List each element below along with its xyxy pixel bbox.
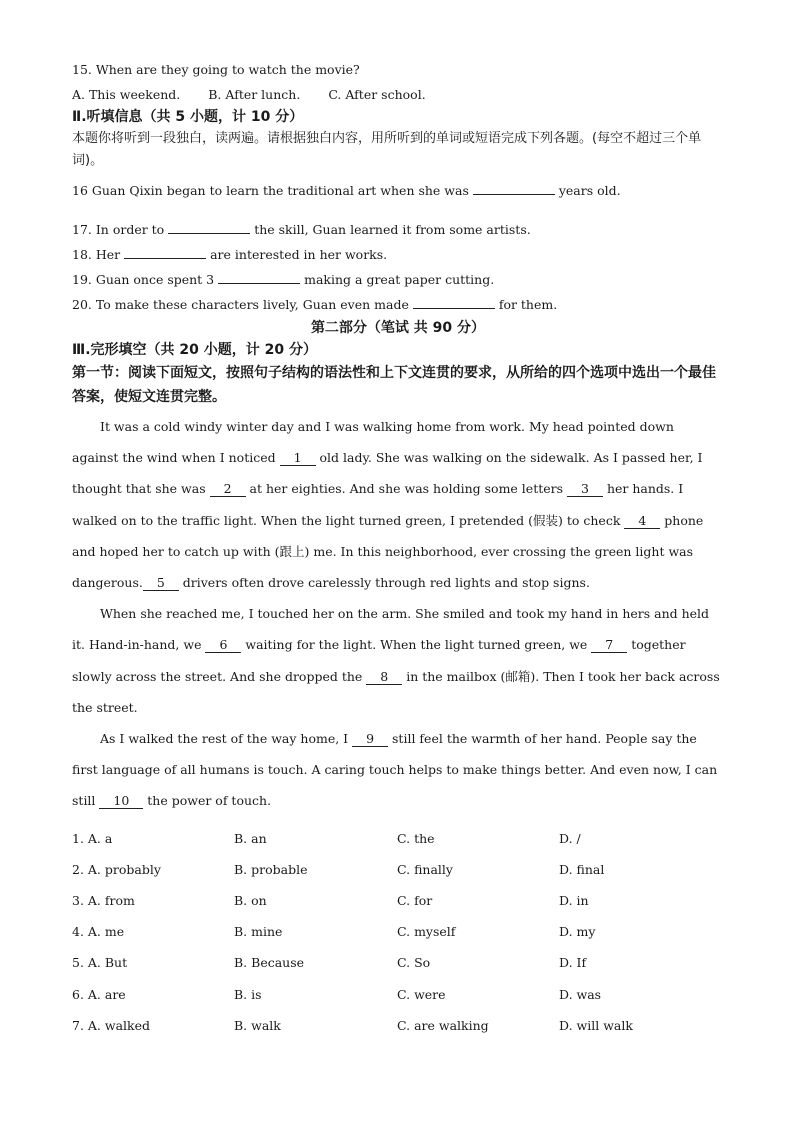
passage-text: waiting for the light. When the light turned green, we — [241, 637, 592, 653]
cloze-blank-8[interactable]: 8 — [366, 670, 402, 685]
choice-d[interactable]: D. was — [559, 986, 602, 1002]
fill-text: 18. Her — [72, 247, 121, 262]
passage-paragraph-1 — [72, 411, 724, 598]
choice-row-2 — [72, 854, 724, 885]
passage-text: her hands. I walked on to the traffic light. When the light turned green, I pretended (假装) to check — [72, 481, 684, 528]
part-2-title: 第二部分（笔试 共 90 分） — [310, 320, 486, 336]
choice-a[interactable]: 1. A. a — [72, 830, 113, 846]
choice-c[interactable]: C. myself — [397, 924, 456, 940]
cloze-blank-5[interactable]: 5 — [143, 576, 179, 591]
fill-text: are interested in her works. — [210, 247, 388, 262]
cloze-blank-3[interactable]: 3 — [567, 482, 603, 497]
choice-d[interactable]: D. in — [559, 893, 589, 909]
choice-a[interactable]: 5. A. But — [72, 955, 128, 971]
choice-b[interactable]: B. an — [234, 830, 267, 846]
choice-a[interactable]: 4. A. me — [72, 924, 125, 940]
fill-text: the skill, Guan learned it from some artists. — [254, 222, 531, 237]
option-c: C. After school. — [328, 87, 426, 102]
fill-item-17 — [72, 217, 724, 242]
passage-text: the power of touch. — [143, 793, 272, 809]
cloze-blank-7[interactable]: 7 — [591, 638, 627, 653]
fill-item-16 — [72, 178, 724, 203]
fill-item-19 — [72, 267, 724, 292]
choice-a[interactable]: 3. A. from — [72, 893, 135, 909]
passage-text: old lady. She was walking on the sidewalk. As I passed her, I thought that she was — [72, 450, 703, 497]
choice-row-1 — [72, 823, 724, 854]
choice-d[interactable]: D. will walk — [559, 1017, 633, 1033]
passage-paragraph-3 — [72, 723, 724, 817]
fill-item-18 — [72, 242, 724, 267]
fill-text: for them. — [498, 297, 558, 312]
choice-b[interactable]: B. is — [234, 986, 262, 1002]
choice-c[interactable]: C. for — [397, 893, 433, 909]
cloze-blank-2[interactable]: 2 — [210, 482, 246, 497]
passage-text: together slowly across the street. And she dropped the — [72, 637, 686, 684]
choice-c[interactable]: C. finally — [397, 861, 453, 877]
fill-text: 20. To make these characters lively, Guan even made — [72, 297, 409, 312]
choice-a[interactable]: 7. A. walked — [72, 1017, 150, 1033]
cloze-blank-9[interactable]: 9 — [352, 732, 388, 747]
answer-blank[interactable] — [124, 244, 206, 259]
answer-blank[interactable] — [218, 269, 300, 284]
choice-c[interactable]: C. So — [397, 955, 431, 971]
fill-item-20 — [72, 292, 724, 317]
section-3-instruction: 第一节：阅读下面短文，按照句子结构的语法性和上下文连贯的要求，从所给的四个选项中选出一个最佳答案，使短文连贯完整。 — [72, 365, 716, 405]
choice-b[interactable]: B. mine — [234, 924, 283, 940]
choice-row-3 — [72, 885, 724, 916]
choice-b[interactable]: B. walk — [234, 1017, 281, 1033]
section-2-instruction: 本题你将听到一段独白，读两遍。请根据独白内容，用所听到的单词或短语完成下列各题。(每空不超过三个单词)。 — [72, 131, 702, 168]
cloze-blank-10[interactable]: 10 — [99, 794, 143, 809]
cloze-blank-1[interactable]: 1 — [280, 451, 316, 466]
answer-blank[interactable] — [413, 294, 495, 309]
fill-text: making a great paper cutting. — [304, 272, 495, 287]
choice-b[interactable]: B. Because — [234, 955, 305, 971]
choice-list — [72, 823, 724, 1041]
passage-text: at her eighties. And she was holding some letters — [245, 481, 568, 497]
fill-text: 17. In order to — [72, 222, 165, 237]
fill-text: years old. — [558, 183, 621, 198]
choice-b[interactable]: B. probable — [234, 861, 308, 877]
choice-d[interactable]: D. / — [559, 830, 581, 846]
choice-b[interactable]: B. on — [234, 893, 267, 909]
section-2-title: Ⅱ.听填信息（共 5 小题，计 10 分） — [72, 109, 304, 125]
answer-blank[interactable] — [168, 219, 250, 234]
passage-text: It was a cold windy winter day and I was walking home from work. My head pointed down against the wind when I noticed — [72, 419, 674, 466]
choice-row-4 — [72, 916, 724, 947]
choice-a[interactable]: 6. A. are — [72, 986, 126, 1002]
choice-d[interactable]: D. final — [559, 861, 605, 877]
choice-c[interactable]: C. were — [397, 986, 446, 1002]
choice-d[interactable]: D. my — [559, 924, 596, 940]
option-b: B. After lunch. — [208, 87, 301, 102]
passage-text: When she reached me, I touched her on the arm. She smiled and took my hand in hers and held it. Hand-in-hand, we — [72, 606, 710, 653]
passage-paragraph-2 — [72, 598, 724, 723]
fill-text: 19. Guan once spent 3 — [72, 272, 215, 287]
passage-text: drivers often drove carelessly through red lights and stop signs. — [178, 575, 590, 591]
choice-row-6 — [72, 979, 724, 1010]
choice-d[interactable]: D. If — [559, 955, 587, 971]
answer-blank[interactable] — [473, 180, 555, 195]
fill-text: 16 Guan Qixin began to learn the traditional art when she was — [72, 183, 469, 198]
section-3-title: Ⅲ.完形填空（共 20 小题，计 20 分） — [72, 342, 318, 358]
passage-text: phone and hoped her to catch up with (跟上) me. In this neighborhood, ever crossing the green light was dangerous. — [72, 512, 704, 591]
choice-c[interactable]: C. the — [397, 830, 435, 846]
passage-text: in the mailbox (邮箱). Then I took her back across the street. — [72, 668, 720, 715]
passage-text: still feel the warmth of her hand. People say the first language of all humans is touch. A caring touch helps to make things better. And even now, I can still — [72, 731, 718, 809]
exam-page — [72, 60, 724, 1041]
fill-blank-list — [72, 178, 724, 317]
question-15: 15. When are they going to watch the movie? — [72, 62, 360, 77]
choice-c[interactable]: C. are walking — [397, 1017, 489, 1033]
passage-text: As I walked the rest of the way home, I — [100, 731, 353, 747]
choice-row-7 — [72, 1010, 724, 1041]
choice-a[interactable]: 2. A. probably — [72, 861, 161, 877]
option-a: A. This weekend. — [72, 87, 181, 102]
choice-row-5 — [72, 947, 724, 978]
question-15-options — [72, 85, 724, 105]
cloze-blank-4[interactable]: 4 — [624, 514, 660, 529]
cloze-blank-6[interactable]: 6 — [205, 638, 241, 653]
